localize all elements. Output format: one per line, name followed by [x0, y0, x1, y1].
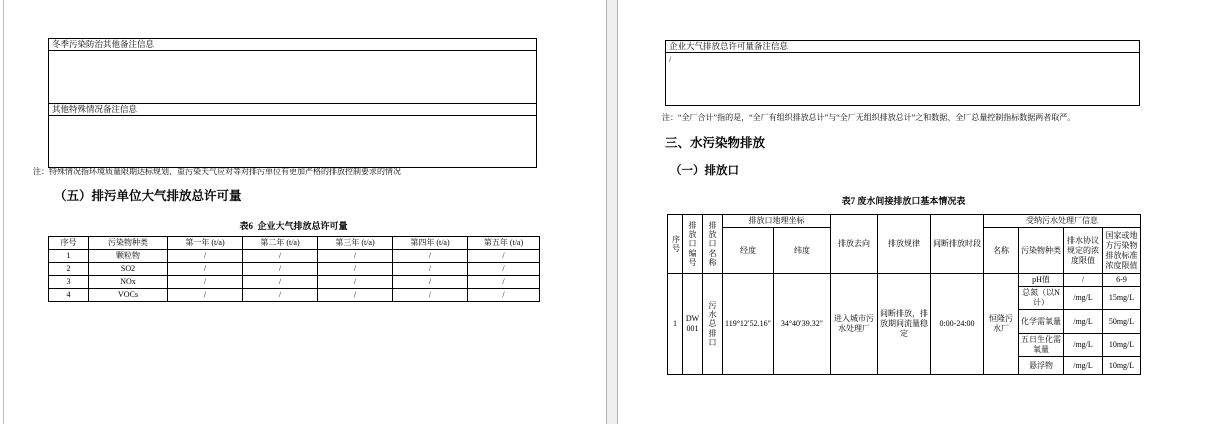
t7-cell-standard: 15mg/L	[1103, 287, 1141, 310]
t6-cell: 3	[49, 276, 89, 289]
table6-row	[49, 250, 540, 263]
t7-cell-outlet-no: DW001	[683, 274, 703, 375]
t7-cell-pollutant-name: 悬浮物	[1019, 357, 1064, 375]
winter-remark-box	[48, 38, 537, 104]
t7-cell-agreement: /mg/L	[1064, 310, 1103, 334]
table7-wastewater-outlet	[667, 214, 1141, 375]
table7-caption: 表7 废水间接排放口基本情况表	[841, 196, 966, 206]
t7-cell-standard: 6-9	[1103, 274, 1141, 287]
t6-cell: /	[393, 276, 468, 289]
t6-cell: /	[393, 250, 468, 263]
t7-cell-destination: 进入城市污水处理厂	[831, 274, 878, 375]
t7-cell-agreement: /mg/L	[1064, 334, 1103, 357]
t6-cell: /	[318, 263, 393, 276]
t7-cell-outlet-name: 污水总排口	[703, 274, 723, 375]
t6-cell: /	[168, 263, 243, 276]
winter-remark-box-content	[49, 51, 536, 103]
t7-header-plant-group: 受纳污水处理厂信息	[984, 215, 1141, 228]
document-page-left	[4, 0, 606, 424]
t7-header-plant-name: 名称	[984, 228, 1019, 274]
winter-remark-box-title: 冬季污染防治其他备注信息	[49, 39, 536, 51]
plant-total-note: 注：“全厂合计”指的是，“全厂有组织排放总计”与“全厂无组织排放总计”之和数据、全厂总量控制指标数据两者取严。	[662, 113, 1076, 122]
t6-cell: /	[468, 250, 540, 263]
t6-header-seq: 序号	[49, 237, 89, 250]
t6-cell: /	[393, 263, 468, 276]
t6-header-year3: 第三年 (t/a)	[318, 237, 393, 250]
t7-cell-agreement: /mg/L	[1064, 287, 1103, 310]
t7-cell-standard: 50mg/L	[1103, 310, 1141, 334]
t6-cell: 4	[49, 289, 89, 302]
air-permit-remark-box-title: 企业大气排放总许可量备注信息	[666, 41, 1139, 53]
table6-caption: 表6 企业大气排放总许可量	[239, 221, 348, 231]
t6-cell: 1	[49, 250, 89, 263]
table7-header-row-1	[668, 215, 1141, 228]
t6-cell: /	[318, 276, 393, 289]
t6-cell: /	[168, 276, 243, 289]
t6-cell: /	[243, 289, 318, 302]
t6-cell: /	[318, 250, 393, 263]
t6-cell: /	[168, 250, 243, 263]
t6-cell: NOx	[89, 276, 168, 289]
t7-cell-agreement: /	[1064, 274, 1103, 287]
t7-header-outlet-name: 排放口名称	[703, 215, 723, 274]
t7-cell-standard: 10mg/L	[1103, 357, 1141, 375]
t6-header-year4: 第四年 (t/a)	[393, 237, 468, 250]
t7-header-standard-limit: 国家或地方污染物排放标准浓度限值	[1103, 228, 1141, 274]
t6-cell: /	[243, 276, 318, 289]
other-remark-box	[48, 103, 537, 168]
air-permit-remark-box-content: /	[669, 54, 672, 64]
t7-header-period: 间断排放时段	[931, 215, 984, 274]
t7-cell-seq: 1	[668, 274, 683, 375]
t7-cell-plant-name: 恒隆污水厂	[984, 274, 1019, 375]
t6-header-year2: 第二年 (t/a)	[243, 237, 318, 250]
t7-header-pattern: 排放规律	[878, 215, 931, 274]
table7-data-row	[668, 274, 1141, 287]
t6-cell: /	[468, 276, 540, 289]
page-gap-divider	[606, 0, 618, 424]
t7-header-agreement-limit: 排水协议规定的浓度限值	[1064, 228, 1103, 274]
t7-cell-agreement: /mg/L	[1064, 357, 1103, 375]
other-remark-box-title: 其他特殊情况备注信息	[49, 104, 536, 116]
t7-header-destination: 排放去向	[831, 215, 878, 274]
t7-cell-longitude: 119°12′52.16″	[723, 274, 774, 375]
t6-cell: VOCs	[89, 289, 168, 302]
t7-header-pollutant: 污染物种类	[1019, 228, 1064, 274]
t7-header-latitude: 纬度	[774, 228, 831, 274]
t6-header-pollutant: 污染物种类	[89, 237, 168, 250]
t7-header-outlet-no: 排放口编号	[683, 215, 703, 274]
t7-header-longitude: 经度	[723, 228, 774, 274]
t6-cell: /	[318, 289, 393, 302]
t6-cell: /	[468, 263, 540, 276]
t6-header-year1: 第一年 (t/a)	[168, 237, 243, 250]
t7-header-coords-group: 排放口地理坐标	[723, 215, 831, 228]
air-permit-remark-box-wrap	[665, 40, 1140, 106]
table6-row	[49, 263, 540, 276]
t7-cell-latitude: 34°40′39.32″	[774, 274, 831, 375]
table6-air-emission-permit	[48, 236, 540, 302]
table6-row	[49, 276, 540, 289]
t7-cell-pollutant-name: pH值	[1019, 274, 1064, 287]
section-heading-air-total-permit: （五）排污单位大气排放总许可量	[54, 189, 242, 203]
table6-row	[49, 289, 540, 302]
document-page-right	[618, 0, 1222, 424]
t6-cell: /	[393, 289, 468, 302]
t7-cell-pollutant-name: 化学需氧量	[1019, 310, 1064, 334]
sub-heading-outlets: （一）排放口	[670, 165, 739, 177]
t6-cell: /	[468, 289, 540, 302]
t6-cell: /	[168, 289, 243, 302]
t6-header-year5: 第五年 (t/a)	[468, 237, 540, 250]
t7-cell-pollutant-name: 总氮（以N计）	[1019, 287, 1064, 310]
t7-header-seq: 序号	[668, 215, 683, 274]
t7-cell-period: 0:00-24:00	[931, 274, 984, 375]
special-cases-note: 注：特殊情况指环境质量限期达标规划、重污染天气应对等对排污单位有更加严格的排放控制要求的情况	[33, 167, 401, 176]
t7-cell-pattern: 间断排放，排放期间流量稳定	[878, 274, 931, 375]
t6-cell: 颗粒物	[89, 250, 168, 263]
t6-cell: SO2	[89, 263, 168, 276]
table6-header-row	[49, 237, 540, 250]
air-permit-remark-box	[665, 40, 1140, 106]
remark-boxes	[48, 38, 537, 168]
t7-cell-standard: 10mg/L	[1103, 334, 1141, 357]
t6-cell: /	[243, 263, 318, 276]
t6-cell: /	[243, 250, 318, 263]
t7-cell-pollutant-name: 五日生化需氧量	[1019, 334, 1064, 357]
t6-cell: 2	[49, 263, 89, 276]
other-remark-box-content	[49, 116, 536, 167]
section-heading-water-pollutants: 三、水污染物排放	[665, 136, 766, 150]
